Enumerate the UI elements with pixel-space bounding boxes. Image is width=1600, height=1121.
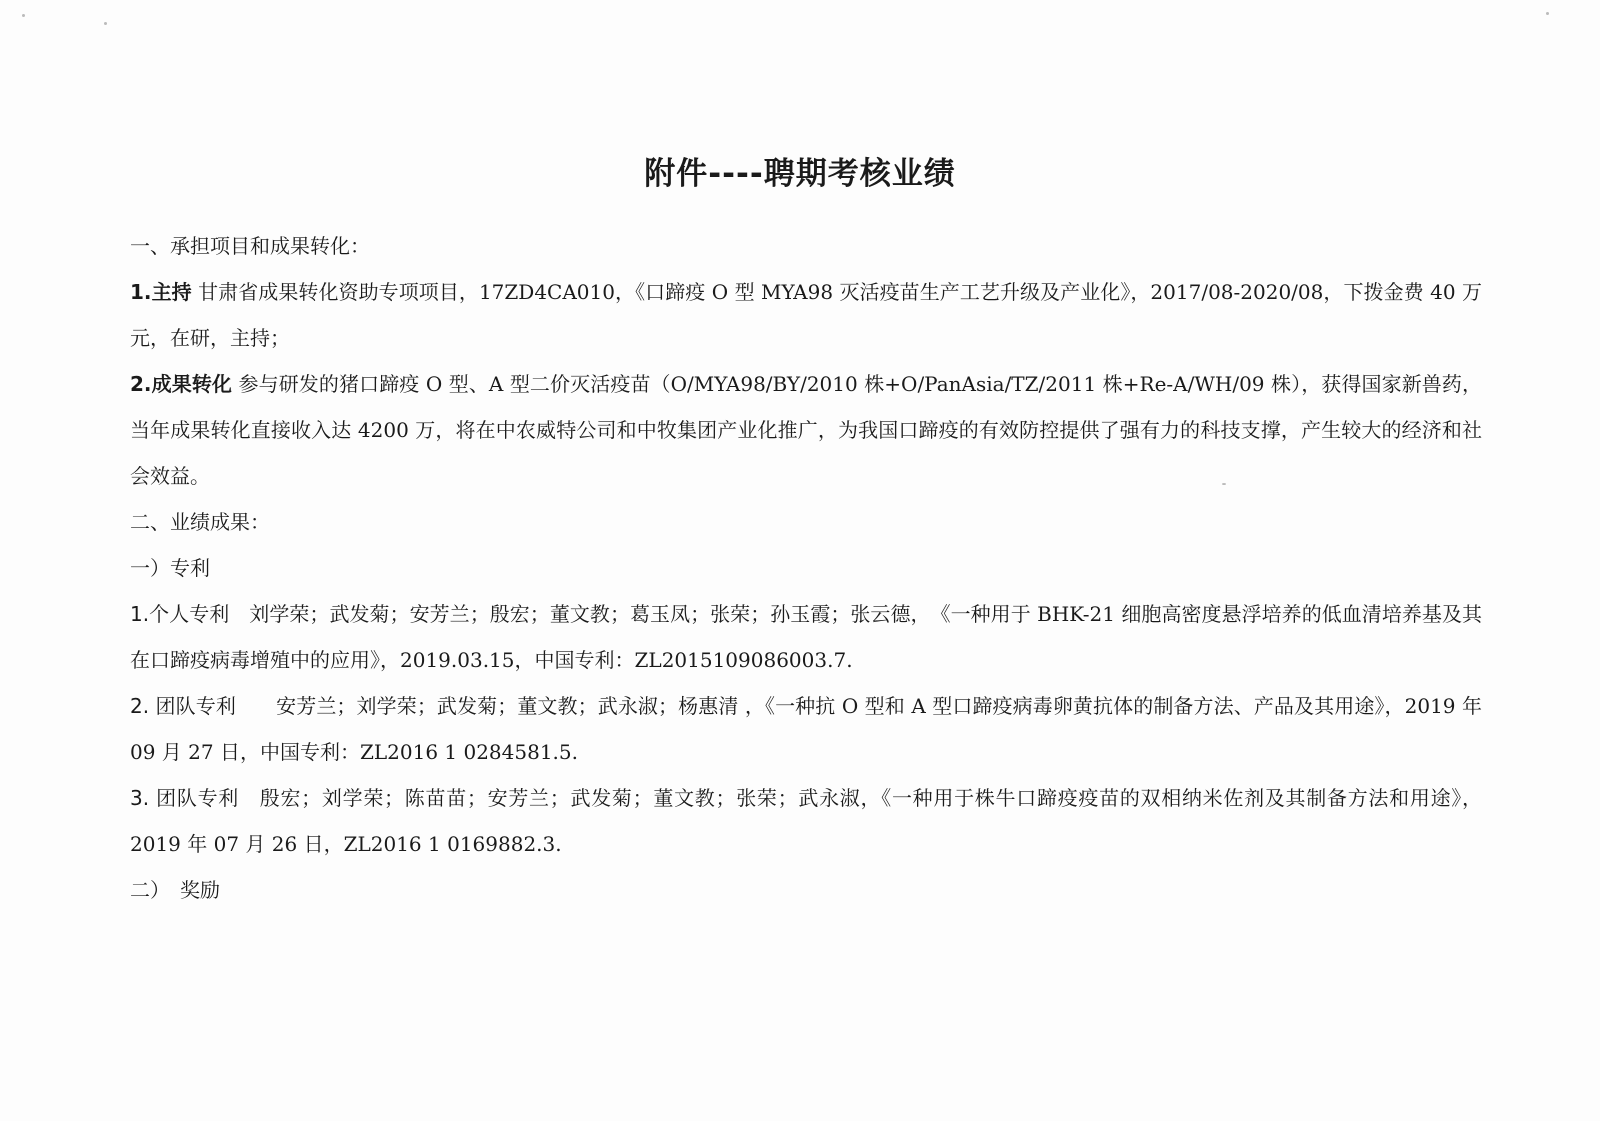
scan-speck — [104, 22, 107, 25]
achievement-item-text: 参与研发的猪口蹄疫 O 型、A 型二价灭活疫苗（O/MYA98/BY/2010 株+O/PanAsia/TZ/2011 株+Re-A/WH/09 株），获得国家新兽药，当年成果转化直接收入达 4200 万，将在中农威特公司和中牧集团产业化推广，为我国口蹄疫的有效防控提供了强有力的科技支撑，产生较大的经济和社会效益。 — [130, 372, 1483, 488]
section-heading-results: 二、业绩成果： — [130, 510, 270, 534]
patent-item-text: 安芳兰；刘学荣；武发菊；董文教；武永淑；杨惠清 ，《一种抗 O 型和 A 型口蹄疫病毒卵黄抗体的制备方法、产品及其用途》，2019 年 09 月 27 日，中国专利：ZL2016 1 0284581.5. — [130, 694, 1482, 764]
patent-item-text: 刘学荣；武发菊；安芳兰；殷宏；董文教；葛玉凤；张荣；孙玉霞；张云德， 《一种用于 BHK-21 细胞高密度悬浮培养的低血清培养基及其在口蹄疫病毒增殖中的应用》，2019.03.15，中国专利：ZL2015109086003.7. — [130, 602, 1482, 672]
patent-item-label: 2. 团队专利 — [130, 694, 236, 718]
document-title: 附件----聘期考核业绩 — [644, 156, 956, 192]
patent-item — [130, 591, 1482, 683]
achievement-item — [130, 361, 1482, 499]
scan-speck — [1546, 12, 1549, 15]
patent-item-label: 3. 团队专利 — [130, 786, 240, 810]
document-body — [130, 223, 1482, 913]
patent-item-label: 1.个人专利 — [130, 602, 230, 626]
patent-item — [130, 775, 1482, 867]
achievement-item-label: 2.成果转化 — [130, 372, 233, 396]
project-item-text: 甘肃省成果转化资助专项项目，17ZD4CA010，《口蹄疫 O 型 MYA98 灭活疫苗生产工艺升级及产业化》，2017/08-2020/08，下拨金费 40 万元，在研，主持； — [130, 280, 1483, 350]
project-item — [130, 269, 1482, 361]
patent-item-text: 殷宏；刘学荣；陈苗苗；安芳兰；武发菊；董文教；张荣；武永淑，《一种用于株牛口蹄疫疫苗的双相纳米佐剂及其制备方法和用途》，2019 年 07 月 26 日，ZL2016 1 0169882.3. — [130, 786, 1482, 856]
patent-item — [130, 683, 1482, 775]
section-heading-projects: 一、承担项目和成果转化： — [130, 234, 370, 258]
project-item-label: 1.主持 — [130, 280, 192, 304]
subsection-heading-awards: 二） 奖励 — [130, 878, 220, 902]
scan-speck — [22, 14, 25, 17]
subsection-heading-patents: 一）专利 — [130, 556, 210, 580]
